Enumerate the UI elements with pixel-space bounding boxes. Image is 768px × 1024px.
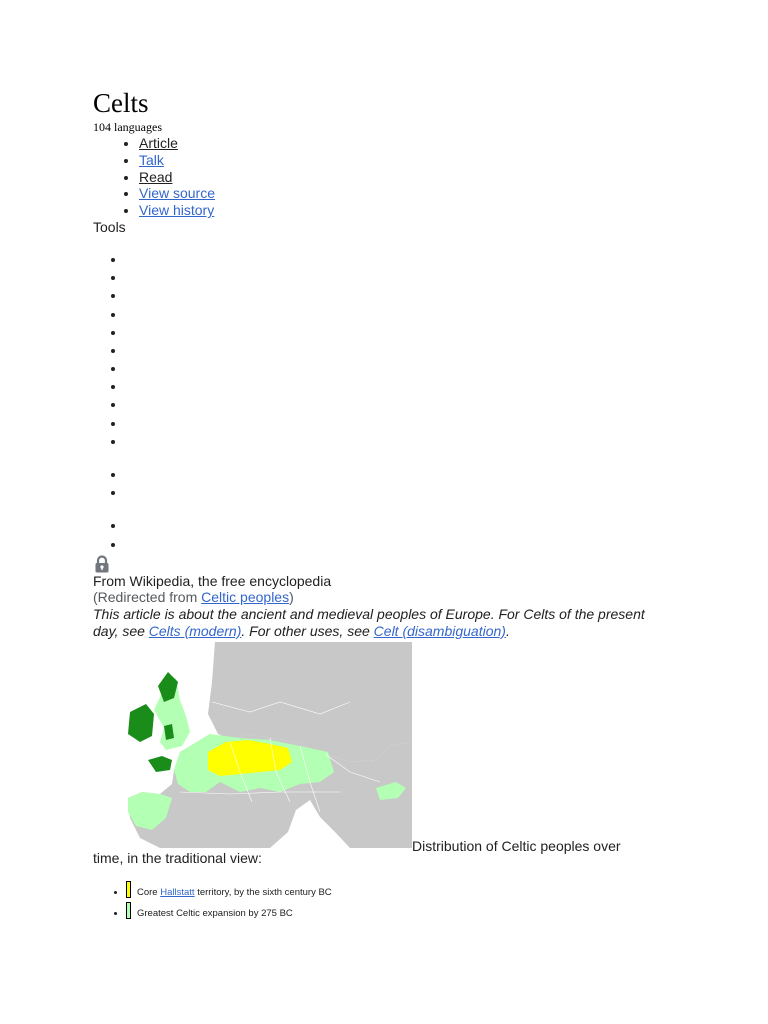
tools-item[interactable]: [126, 251, 673, 269]
infobox-figure: [93, 642, 673, 854]
tools-list: [93, 251, 673, 451]
tools-item[interactable]: [126, 287, 673, 305]
figure-caption-tail: Distribution of Celtic peoples over: [412, 837, 621, 854]
language-selector[interactable]: 104 languages: [93, 120, 162, 134]
tools-item[interactable]: [126, 396, 673, 414]
legend-text: territory, by the sixth century BC: [194, 886, 332, 898]
legend-text: Core: [137, 886, 161, 898]
tools-item[interactable]: [126, 415, 673, 433]
legend-item-expansion: [126, 902, 673, 923]
redirect-prefix: (Redirected from: [93, 589, 202, 606]
project-item[interactable]: [126, 517, 673, 535]
spacer: [93, 502, 673, 517]
tab-view-history[interactable]: [139, 202, 673, 219]
tab-view-source[interactable]: [139, 185, 673, 202]
hatnote: [93, 606, 673, 640]
redirect-suffix: ): [289, 589, 294, 606]
tools-item[interactable]: [126, 360, 673, 378]
lock-icon[interactable]: [93, 555, 111, 573]
spacer: [93, 451, 673, 466]
legend-item-hallstatt: [126, 881, 673, 902]
tab-read-link[interactable]: Read: [139, 168, 173, 185]
tools-item[interactable]: [126, 306, 673, 324]
tools-item[interactable]: [126, 433, 673, 451]
hatnote-text: . For other uses, see: [241, 622, 374, 639]
celtic-distribution-map[interactable]: [120, 642, 412, 848]
tab-read[interactable]: [139, 169, 673, 186]
tab-talk[interactable]: [139, 152, 673, 169]
legend-link-hallstatt[interactable]: Hallstatt: [160, 886, 195, 898]
project-item[interactable]: [126, 536, 673, 554]
hatnote-text: .: [505, 622, 510, 639]
site-tagline: From Wikipedia, the free encyclopedia: [93, 572, 332, 589]
tab-article[interactable]: [139, 135, 673, 152]
page-tabs: [93, 135, 673, 219]
redirect-link[interactable]: Celtic peoples: [201, 589, 290, 606]
article-page: [93, 88, 673, 923]
tab-article-link[interactable]: Article: [139, 135, 178, 151]
tools-item[interactable]: [126, 324, 673, 342]
page-title: Celts: [93, 88, 149, 118]
spacer: [93, 236, 673, 251]
legend-swatch: [126, 881, 131, 898]
print-item[interactable]: [126, 484, 673, 502]
tools-item[interactable]: [126, 342, 673, 360]
redirect-note: [93, 589, 673, 606]
print-list: [93, 466, 673, 502]
tab-view-source-link[interactable]: View source: [139, 185, 216, 202]
tools-menu[interactable]: Tools: [93, 218, 126, 235]
hatnote-link-disambiguation[interactable]: Celt (disambiguation): [373, 622, 506, 639]
map-legend: [93, 881, 673, 923]
hatnote-link-modern[interactable]: Celts (modern): [148, 622, 242, 639]
tab-talk-link[interactable]: Talk: [139, 151, 164, 168]
tab-view-history-link[interactable]: View history: [139, 202, 215, 219]
legend-text: Greatest Celtic expansion by 275 BC: [137, 907, 293, 919]
legend-swatch: [126, 902, 131, 919]
tools-item[interactable]: [126, 269, 673, 287]
tools-item[interactable]: [126, 378, 673, 396]
hatnote-text: This article is about the ancient and medieval peoples of Europe. For Celts of the present day, see: [93, 605, 645, 639]
print-item[interactable]: [126, 466, 673, 484]
figure-caption: time, in the traditional view:: [93, 849, 262, 866]
projects-list: [93, 517, 673, 553]
